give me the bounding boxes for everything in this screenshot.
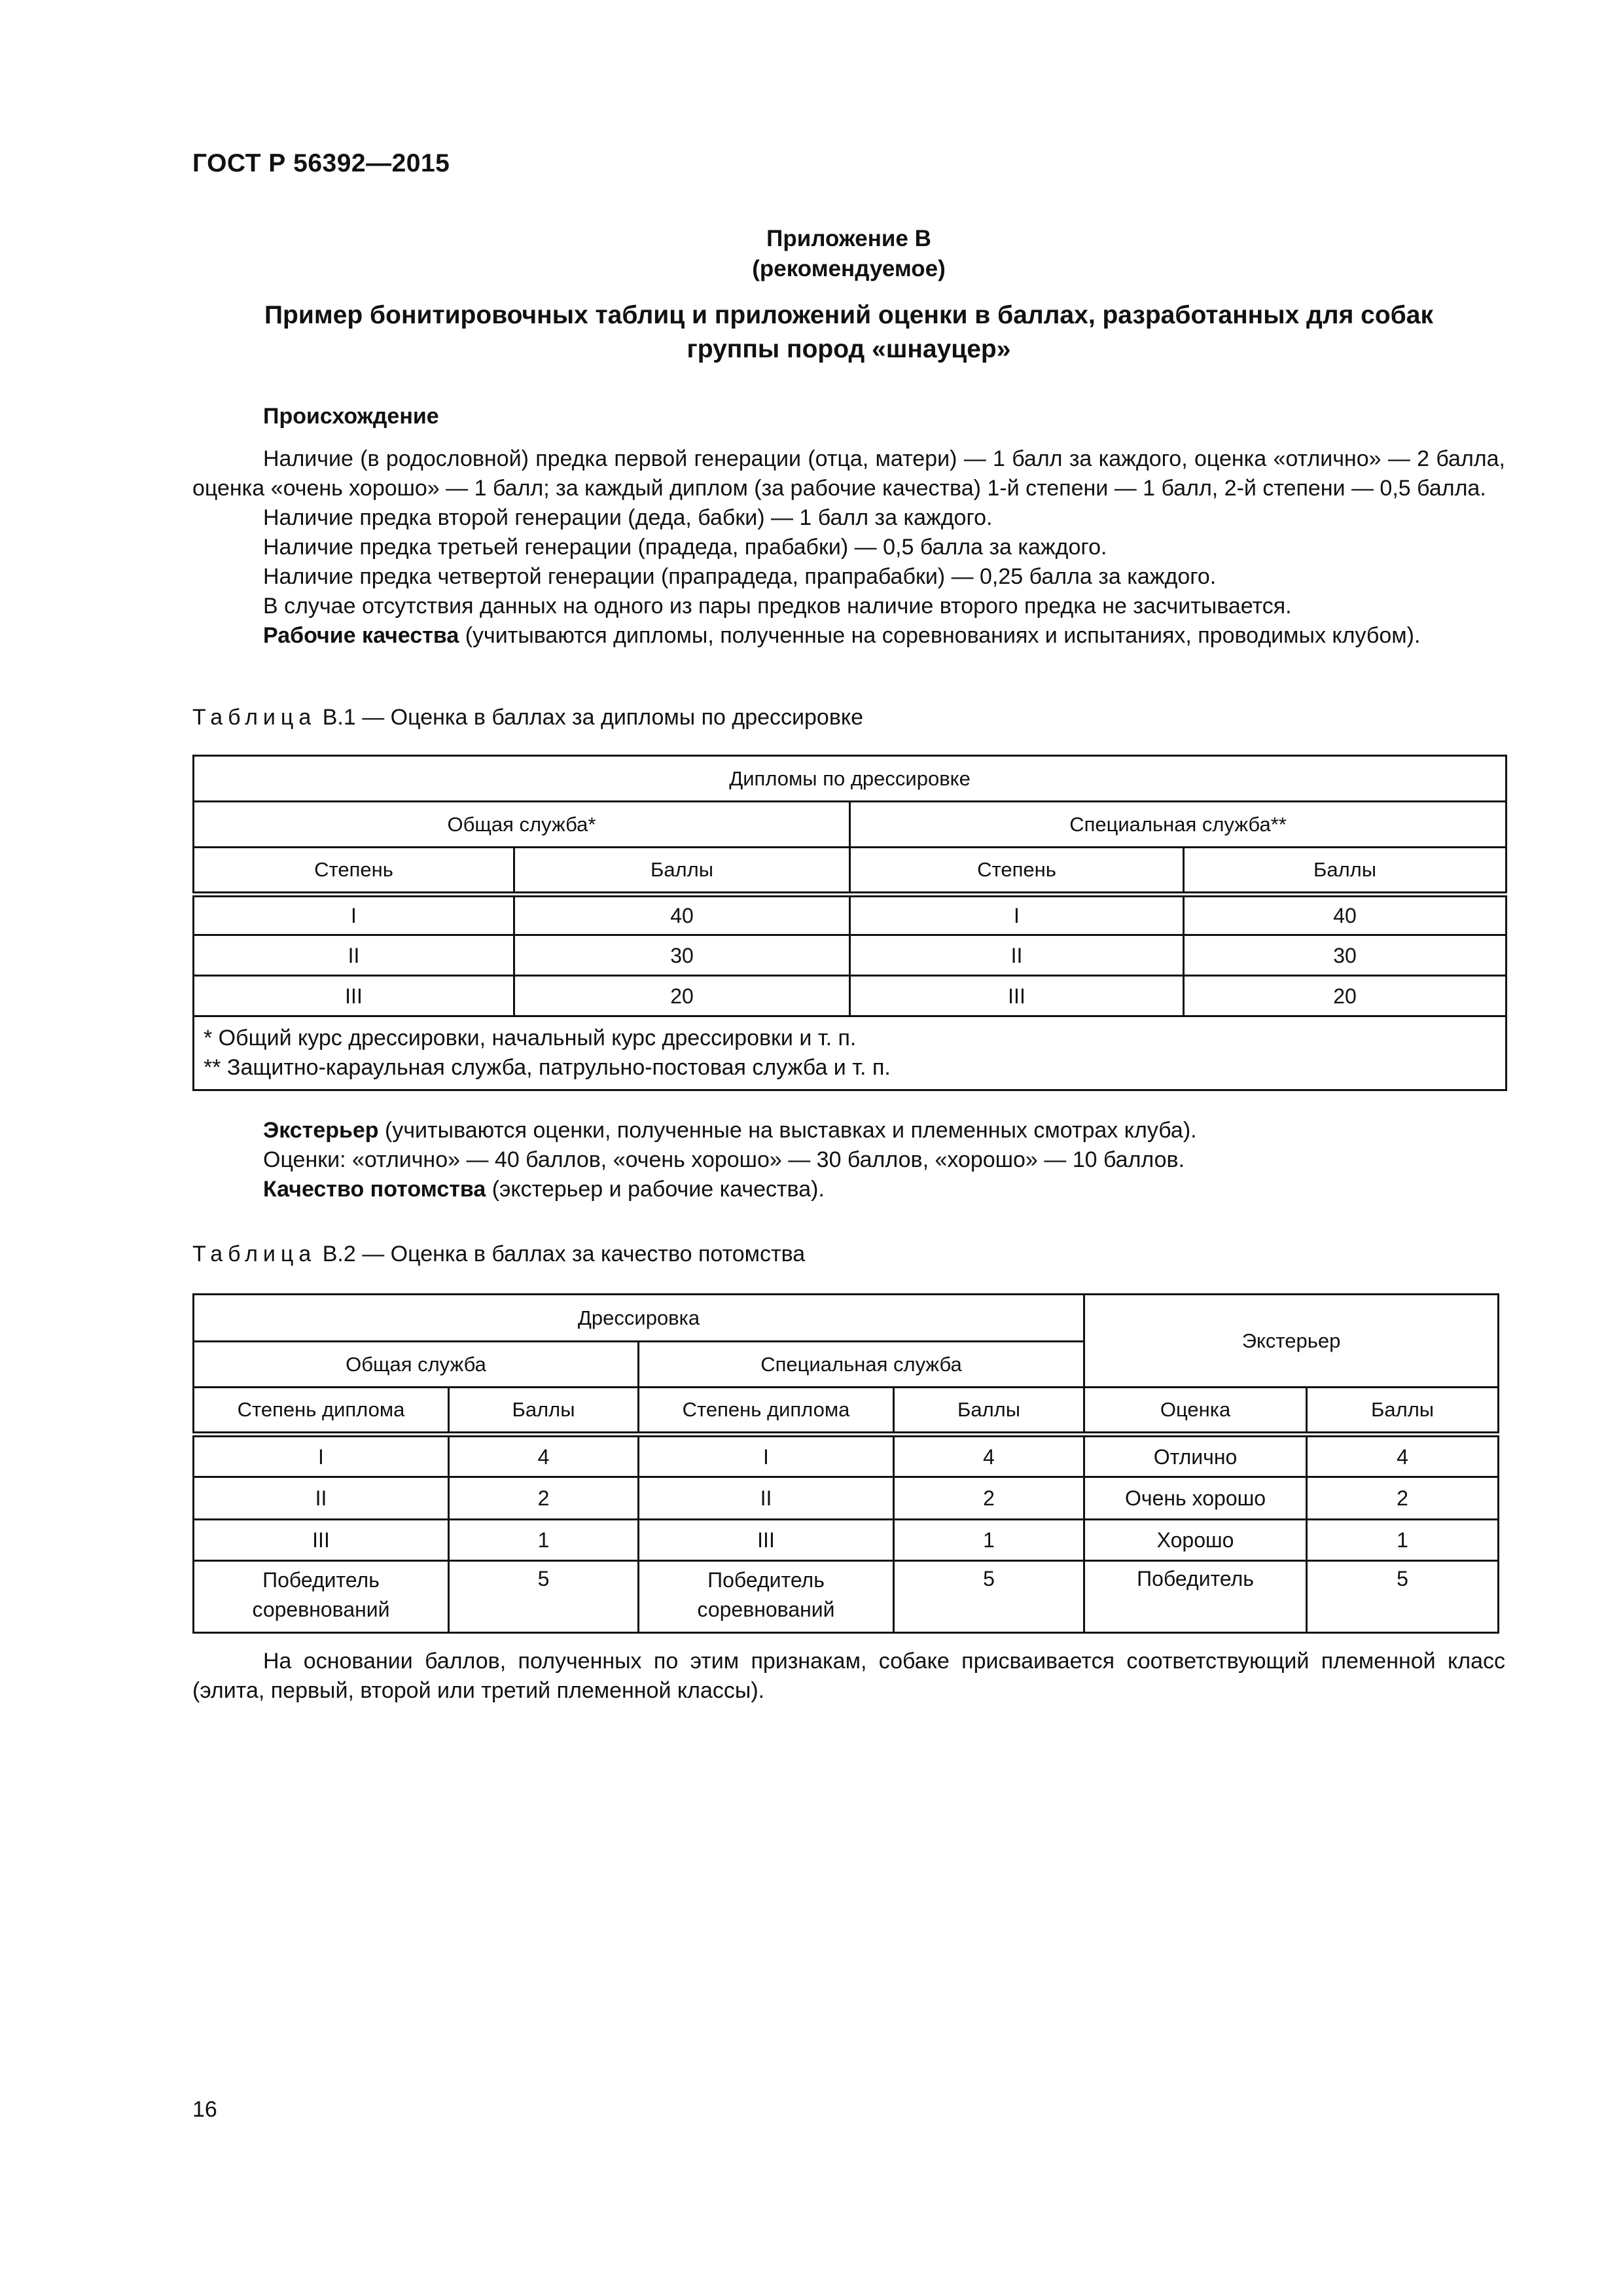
- table2-caption: [192, 1240, 805, 1269]
- origin-heading: Происхождение: [263, 404, 439, 429]
- exterior-grades: Оценки: «отлично» — 40 баллов, «очень хорошо» — 30 баллов, «хорошо» — 10 баллов.: [263, 1147, 1185, 1172]
- table2-column-row: [194, 1388, 1499, 1435]
- table2-cell-points: 4: [894, 1435, 1084, 1477]
- table1-caption: [192, 703, 863, 732]
- table1-cell-points: 20: [514, 976, 850, 1016]
- winner-line1: Победитель: [262, 1568, 380, 1592]
- table-row: [194, 1477, 1499, 1520]
- table1-cell-degree: III: [194, 976, 514, 1016]
- table2-cell-points: 5: [1307, 1561, 1499, 1633]
- table2-cell-points: 4: [449, 1435, 639, 1477]
- table1-cell-points: 20: [1184, 976, 1507, 1016]
- table1-caption-text: В.1 — Оценка в баллах за дипломы по дрессировке: [316, 705, 864, 730]
- work-qualities-label: Рабочие качества: [263, 623, 459, 648]
- table2-caption-word: Таблица: [192, 1242, 317, 1266]
- table1-cell-points: 40: [514, 895, 850, 935]
- table-row: [194, 935, 1507, 976]
- table1-cell-points: 30: [514, 935, 850, 976]
- conclusion-paragraph: На основании баллов, полученных по этим признакам, собаке присваивается соответствующий племенной класс (элита, первый, второй или третий племенной классы).: [192, 1649, 1505, 1703]
- annex-title: Приложение В: [766, 226, 931, 251]
- table1-column-row: [194, 848, 1507, 895]
- main-title-line2: группы пород «шнауцер»: [687, 335, 1011, 363]
- offspring-label: Качество потомства: [263, 1177, 486, 1202]
- exterior-text: (учитываются оценки, полученные на выставках и племенных смотрах клуба).: [378, 1118, 1197, 1143]
- table1-cell-degree: II: [850, 935, 1184, 976]
- annex-heading: [192, 224, 1505, 284]
- table1-cell-degree: II: [194, 935, 514, 976]
- table1-col-degree-special: Степень: [850, 848, 1184, 895]
- conclusion-section: [192, 1647, 1505, 1706]
- origin-section: [192, 402, 1505, 651]
- origin-paragraph-5: В случае отсутствия данных на одного из пары предков наличие второго предка не засчитывается.: [263, 594, 1292, 619]
- offspring-paragraph: [192, 1175, 1505, 1204]
- table2-cell-diploma: III: [639, 1520, 894, 1561]
- table1-cell-degree: I: [850, 895, 1184, 935]
- table-row: [194, 1435, 1499, 1477]
- work-qualities-paragraph: [192, 621, 1505, 651]
- table2-cell-grade: Отлично: [1084, 1435, 1307, 1477]
- origin-paragraph-3: Наличие предка третьей генерации (прадеда, прабабки) — 0,5 балла за каждого.: [263, 535, 1107, 560]
- table1-cell-points: 30: [1184, 935, 1507, 976]
- document-code: ГОСТ Р 56392—2015: [192, 149, 450, 177]
- table1-col-points-general: Баллы: [514, 848, 850, 895]
- table2-cell-points: 5: [894, 1561, 1084, 1633]
- table1-header-row: [194, 756, 1507, 802]
- table2-cell-grade: Хорошо: [1084, 1520, 1307, 1561]
- table1-notes: [194, 1016, 1507, 1090]
- table2-col-points-general: Баллы: [449, 1388, 639, 1435]
- offspring-text: (экстерьер и рабочие качества).: [486, 1177, 825, 1202]
- origin-paragraph-1: Наличие (в родословной) предка первой генерации (отца, матери) — 1 балл за каждого, оценка «отлично» — 2 балла, оценка «очень хорошо» — 1 балл; за каждый диплом (за рабочие качества) 1-й степени — 1 балл, 2-й степени — 0,5 балла.: [192, 446, 1505, 501]
- table-offspring-quality: [192, 1293, 1499, 1634]
- table1-col-degree-general: Степень: [194, 848, 514, 895]
- table2-caption-text: В.2 — Оценка в баллах за качество потомства: [316, 1242, 806, 1266]
- table1-group-general: Общая служба*: [194, 802, 850, 848]
- main-title: [192, 298, 1505, 367]
- table2-col-diploma-special: Степень диплома: [639, 1388, 894, 1435]
- table2-header-row: [194, 1295, 1499, 1342]
- table1-note-special: ** Защитно-караульная служба, патрульно-постовая служба и т. п.: [204, 1055, 891, 1080]
- table-training-diplomas: [192, 755, 1507, 1091]
- table2-col-points-exterior: Баллы: [1307, 1388, 1499, 1435]
- table1-header-main: Дипломы по дрессировке: [194, 756, 1507, 802]
- table2-group-general: Общая служба: [194, 1342, 639, 1388]
- table2-col-points-special: Баллы: [894, 1388, 1084, 1435]
- table2-col-grade: Оценка: [1084, 1388, 1307, 1435]
- table1-caption-word: Таблица: [192, 705, 317, 730]
- table2-cell-diploma: I: [194, 1435, 449, 1477]
- table1-group-row: [194, 802, 1507, 848]
- table2-cell-diploma: III: [194, 1520, 449, 1561]
- origin-paragraph-2: Наличие предка второй генерации (деда, бабки) — 1 балл за каждого.: [263, 505, 993, 530]
- table1-cell-points: 40: [1184, 895, 1507, 935]
- table1-cell-degree: I: [194, 895, 514, 935]
- main-title-line1: Пример бонитировочных таблиц и приложений оценки в баллах, разработанных для собак: [264, 301, 1433, 329]
- table2-header-exterior: Экстерьер: [1084, 1295, 1499, 1388]
- table1-note-general: * Общий курс дрессировки, начальный курс дрессировки и т. п.: [204, 1026, 857, 1050]
- table2-cell-points: 1: [894, 1520, 1084, 1561]
- origin-paragraph-4: Наличие предка четвертой генерации (прапрадеда, прапрабабки) — 0,25 балла за каждого.: [263, 564, 1217, 589]
- table-row: [194, 1561, 1499, 1633]
- winner-line1: Победитель: [707, 1568, 825, 1592]
- exterior-section: [192, 1116, 1505, 1204]
- table2-cell-points: 2: [449, 1477, 639, 1520]
- table-row: [194, 976, 1507, 1016]
- table-row: [194, 895, 1507, 935]
- table2-cell-points: 2: [894, 1477, 1084, 1520]
- winner-line2: соревнований: [697, 1598, 835, 1621]
- table2-cell-winner: [639, 1561, 894, 1633]
- table2-cell-diploma: II: [194, 1477, 449, 1520]
- table2-col-diploma-general: Степень диплома: [194, 1388, 449, 1435]
- table2-cell-grade: Победитель: [1084, 1561, 1307, 1633]
- table2-cell-diploma: I: [639, 1435, 894, 1477]
- table2-cell-points: 1: [1307, 1520, 1499, 1561]
- work-qualities-text: (учитываются дипломы, полученные на соревнованиях и испытаниях, проводимых клубом).: [459, 623, 1421, 648]
- exterior-label: Экстерьер: [263, 1118, 379, 1143]
- table2-cell-points: 2: [1307, 1477, 1499, 1520]
- table1-cell-degree: III: [850, 976, 1184, 1016]
- page-number: 16: [192, 2097, 217, 2122]
- table2-cell-points: 1: [449, 1520, 639, 1561]
- table-row: [194, 1520, 1499, 1561]
- table1-col-points-special: Баллы: [1184, 848, 1507, 895]
- table2-header-training: Дрессировка: [194, 1295, 1084, 1342]
- table2-group-special: Специальная служба: [639, 1342, 1084, 1388]
- exterior-paragraph: [192, 1116, 1505, 1145]
- table1-notes-row: [194, 1016, 1507, 1090]
- winner-line2: соревнований: [252, 1598, 390, 1621]
- table2-cell-points: 4: [1307, 1435, 1499, 1477]
- table2-cell-grade: Очень хорошо: [1084, 1477, 1307, 1520]
- table1-group-special: Специальная служба**: [850, 802, 1507, 848]
- annex-status: (рекомендуемое): [752, 256, 946, 281]
- table2-cell-points: 5: [449, 1561, 639, 1633]
- table2-cell-winner: [194, 1561, 449, 1633]
- table2-cell-diploma: II: [639, 1477, 894, 1520]
